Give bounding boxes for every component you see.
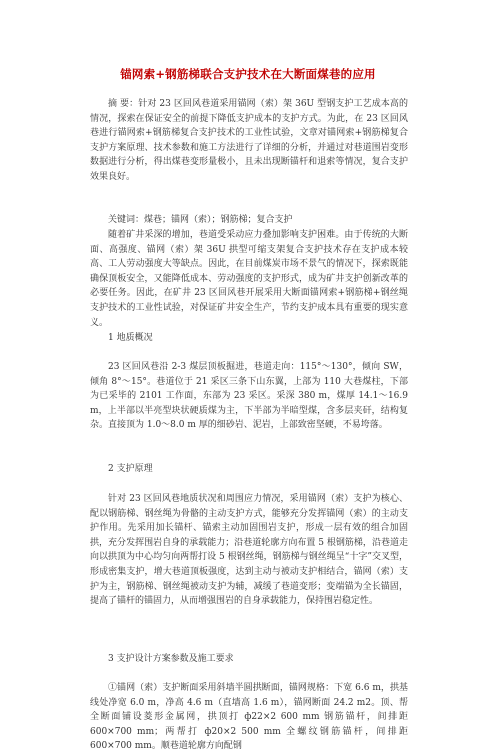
section-heading-principle: 2 支护原理 [108,464,153,474]
section-principle-text: 针对 23 区回风巷地质状况和周围应力情况，采用锚网（索）支护为核心、配以钢筋梯、钢丝绳为骨骼的主动支护方式，能够充分发挥锚网（索）的主动支护作用。先采用加长锚杆、锚索主动加固围岩支护，形成一层有效的组合加固拱，充分发挥围岩自身的承载能力；沿巷道轮廓方向布置 5 根钢筋梯，沿巷道走向以拱顶为中心均匀向两帮打设 5 根钢丝绳，钢筋梯与钢丝绳呈“十字”交叉型，形成密集支护，增大巷道顶板强度，达到主动与被动支护相结合，锚网（索）支护为主，钢筋梯、钢丝绳被动支护为辅，减缓了巷道变形；变端锚为全长锚固，提高了锚杆的锚固力，从而增强围岩的自身承载能力，保持围岩稳定性。 [90,494,408,607]
page-title: 锚网索+钢筋梯联合支护技术在大断面煤巷的应用 [120,67,376,81]
section-design [90,681,408,754]
section-heading-geology: 1 地质概况 [108,333,153,343]
section-design-text: ①锚网（索）支护断面采用斜墙半圆拱断面，锚网规格：下宽 6.6 m，拱基线处净宽 6.0 m，净高 4.6 m（直墙高 1.6 m），锚网断面 24.2 m2。顶、帮全断面铺设菱形金属网，拱顶打 ф22×2 600 mm 钢筋锚杆，间排距 600×700 mm；两帮打 ф20×2 500 mm 全螺纹钢筋锚杆，间排距 600×700 mm。顺巷道轮廓方向配钢 [90,683,408,752]
abstract-text: 摘 要：针对 23 区回风巷道采用锚网（索）架 36U 型钢支护工艺成本高的情况，探索在保证安全的前提下降低支护成本的支护方式。为此，在 23 区回风巷进行锚网索+钢筋梯复合支护技术的工业性试验，文章对锚网索+钢筋梯复合支护方案原理、技术参数和施工方法进行了详细的分析，并通过对巷道围岩变形数据进行分析，得出煤巷变形量极小，且未出现断锚杆和退索等情况，复合支护效果良好。 [90,99,408,182]
introduction-text: 随着矿井采深的增加，巷道受采动应力叠加影响支护困难。由于传统的大断面、高强度、锚网（索）架 36U 拱型可缩支架复合支护技术存在支护成本较高、工人劳动强度大等缺点。因此，在目前煤炭市场不景气的情况下，探索既能确保顶板安全，又能降低成本、劳动强度的支护形式，成为矿井支护创新改革的必要任务。因此，在矿井 23 区回风巷开展采用大断面锚网索+钢筋梯+钢丝绳支护技术的工业性试验，对保证矿井安全生产，节约支护成本具有重要的现实意义。 [90,230,408,328]
section-geology-text: 23 区回风巷沿 2-3 煤层顶板掘进，巷道走向：115°～130°，倾向 SW，倾角 8°～15°。巷道位于 21 采区三条下山东翼，上部为 110 大巷煤柱，下部为已采毕的 2101 工作面，东部为 23 采区。采深 380 m，煤厚 14.1～16.9 m，上半部以半亮型块状硬质煤为主，下半部为半暗型煤，含多层夹矸，结构复杂。直接顶为 1.0～8.0 m 厚的细砂岩、泥岩，上部致密坚硬，不易垮落。 [90,362,408,431]
section-heading-design: 3 支护设计方案参数及施工要求 [108,654,234,664]
keywords-text: 关键词：煤巷；锚网（索）；钢筋梯；复合支护 [108,215,293,225]
section-principle [90,492,408,609]
section-geology [90,360,408,433]
abstract [90,97,408,185]
keywords [90,213,408,228]
introduction [90,228,408,330]
